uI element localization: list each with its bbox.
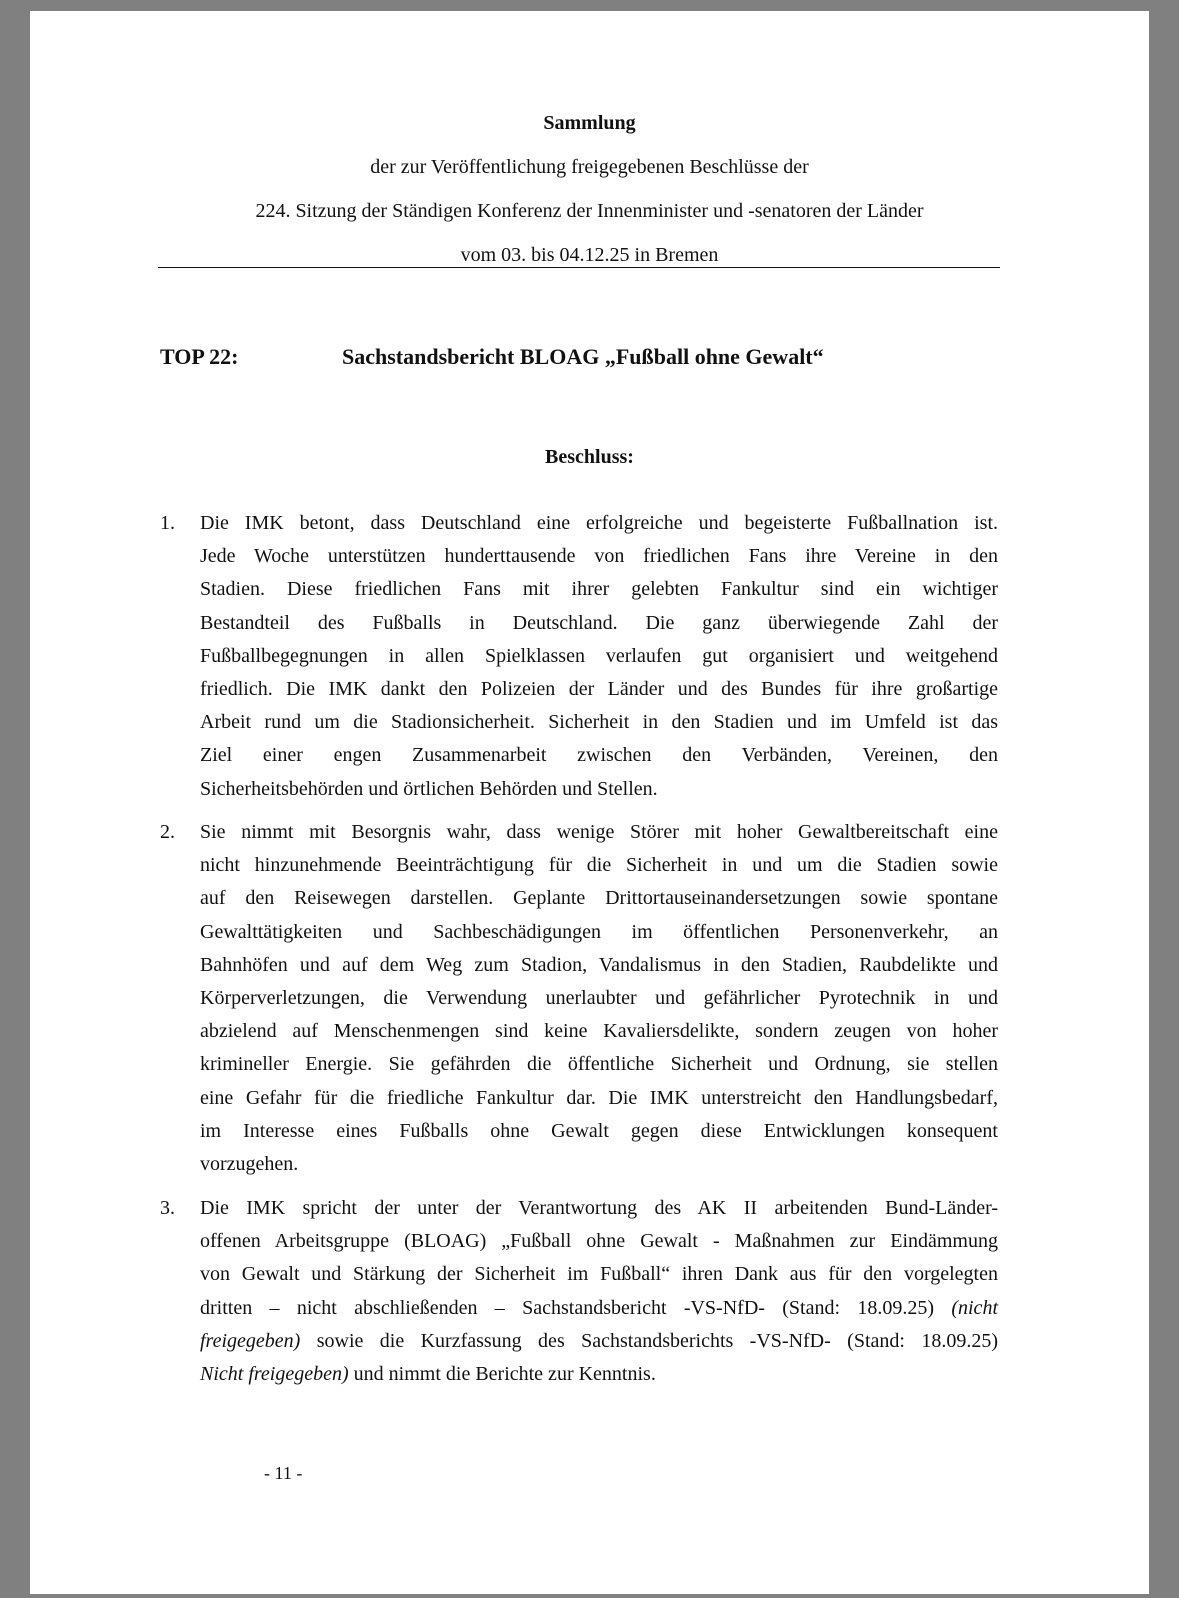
text-line: Jede Woche unterstützen hunderttausende von friedlichen Fans ihre Vereine in den — [200, 545, 998, 568]
item-text — [200, 1192, 998, 1391]
item-number: 3. — [160, 1197, 175, 1219]
text-line: Bahnhöfen und auf dem Weg zum Stadion, Vandalismus in den Stadien, Raubdelikte und — [200, 953, 998, 976]
text-line — [200, 1292, 998, 1325]
text-line: nicht hinzunehmende Beeinträchtigung für die Sicherheit in und um die Stadien sowie — [200, 854, 998, 877]
item-text — [200, 816, 998, 1181]
header-date-location: vom 03. bis 04.12.25 in Bremen — [460, 244, 719, 266]
text-line: Ziel einer engen Zusammenarbeit zwischen den Verbänden, Vereinen, den — [200, 744, 998, 767]
text-line: Die IMK spricht der unter der Verantwortung des AK II arbeitenden Bund-Länder- — [200, 1197, 998, 1219]
collection-title: Sammlung — [543, 112, 636, 134]
item-number: 2. — [160, 821, 175, 843]
text-line: abzielend auf Menschenmengen sind keine Kavaliersdelikte, sondern zeugen von hoher — [200, 1020, 998, 1043]
text-run: dritten – nicht abschließenden – Sachstandsbericht -VS-NfD- (Stand: 18.09.25) — [200, 1296, 952, 1319]
text-line: eine Gefahr für die friedliche Fankultur dar. Die IMK unterstreicht den Handlungsbedarf, — [200, 1086, 998, 1109]
document-page — [30, 11, 1149, 1594]
text-line: Die IMK betont, dass Deutschland eine erfolgreiche und begeisterte Fußballnation ist. — [200, 512, 998, 534]
header-session: 224. Sitzung der Ständigen Konferenz der Innenminister und -senatoren der Länder — [255, 200, 924, 222]
text-run: und nimmt die Berichte zur Kenntnis. — [348, 1362, 656, 1385]
text-line: Arbeit rund um die Stadionsicherheit. Sicherheit in den Stadien und im Umfeld ist das — [200, 711, 998, 734]
text-line: im Interesse eines Fußballs ohne Gewalt gegen diese Entwicklungen konsequent — [200, 1119, 998, 1142]
text-line — [200, 1325, 998, 1358]
text-line: vorzugehen. — [200, 1152, 299, 1175]
text-line: Sie nimmt mit Besorgnis wahr, dass wenige Störer mit hoher Gewaltbereitschaft eine — [200, 821, 998, 843]
text-line: Sicherheitsbehörden und örtlichen Behörden und Stellen. — [200, 777, 658, 800]
page-number: - 11 - — [264, 1463, 303, 1483]
text-line: auf den Reisewegen darstellen. Geplante Drittortauseinandersetzungen sowie spontane — [200, 887, 998, 910]
decision-heading: Beschluss: — [545, 446, 634, 468]
italic-note: freigegeben) — [200, 1329, 301, 1352]
text-line: Fußballbegegnungen in allen Spielklassen verlaufen gut organisiert und weitgehend — [200, 644, 998, 667]
agenda-item-label: TOP 22: — [160, 344, 239, 369]
text-line: friedlich. Die IMK dankt den Polizeien der Länder und des Bundes für ihre großartige — [200, 677, 998, 700]
item-number: 1. — [160, 512, 175, 534]
text-line: Bestandteil des Fußballs in Deutschland. Die ganz überwiegende Zahl der — [200, 611, 998, 634]
agenda-item-title: Sachstandsbericht BLOAG „Fußball ohne Gewalt“ — [342, 344, 824, 369]
item-text — [200, 507, 998, 806]
text-line: von Gewalt und Stärkung der Sicherheit im Fußball“ ihren Dank aus für den vorgelegten — [200, 1263, 998, 1286]
text-line: krimineller Energie. Sie gefährden die öffentliche Sicherheit und Ordnung, sie stellen — [200, 1053, 998, 1076]
header-divider — [158, 267, 1000, 268]
text-line: offenen Arbeitsgruppe (BLOAG) „Fußball ohne Gewalt - Maßnahmen zur Eindämmung — [200, 1230, 998, 1253]
text-line: Gewalttätigkeiten und Sachbeschädigungen im öffentlichen Personenverkehr, an — [200, 920, 998, 943]
text-line — [200, 1358, 998, 1391]
italic-note: (nicht — [951, 1296, 998, 1319]
text-line: Stadien. Diese friedlichen Fans mit ihrer gelebten Fankultur sind ein wichtiger — [200, 578, 998, 601]
italic-note: Nicht freigegeben) — [200, 1362, 349, 1385]
text-line: Körperverletzungen, die Verwendung unerlaubter und gefährlicher Pyrotechnik in und — [200, 986, 998, 1009]
header-subtitle: der zur Veröffentlichung freigegebenen Beschlüsse der — [370, 156, 809, 178]
text-run: sowie die Kurzfassung des Sachstandsberichts -VS-NfD- (Stand: 18.09.25) — [300, 1329, 998, 1352]
